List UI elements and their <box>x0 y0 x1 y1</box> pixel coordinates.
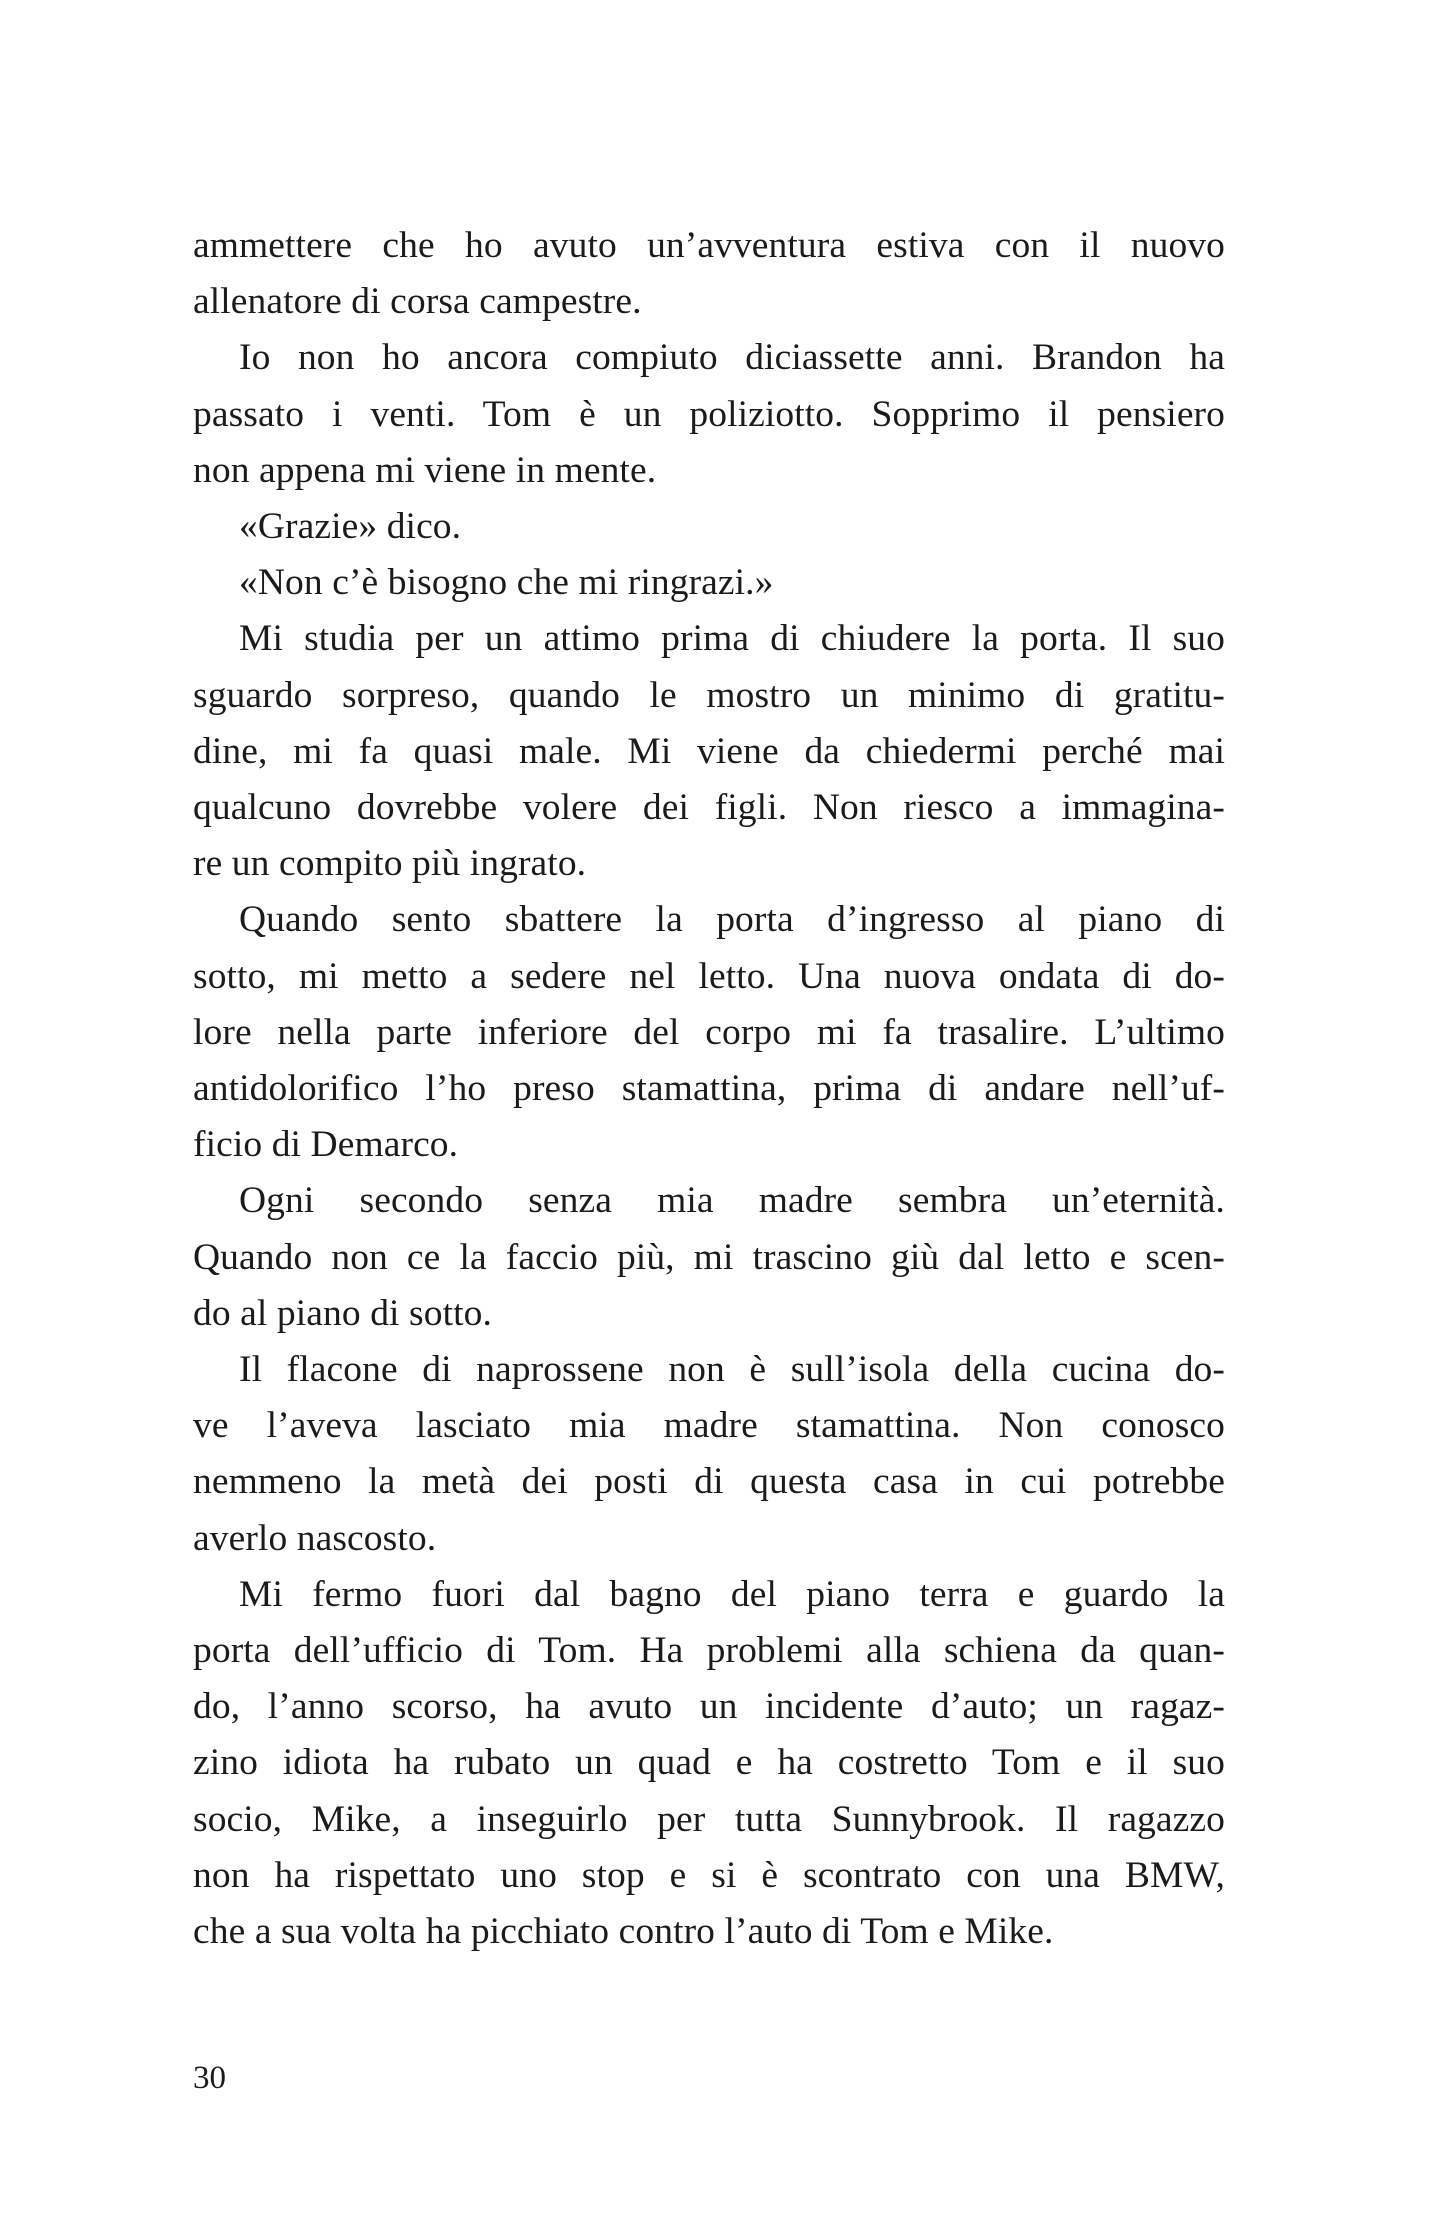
text-line: Mi studia per un attimo prima di chiudere la porta. Il suo <box>239 618 1225 660</box>
paragraph <box>193 1173 1225 1342</box>
text-line: do, l’anno scorso, ha avuto un incidente d’auto; un ragaz- <box>193 1686 1225 1728</box>
text-line: lore nella parte inferiore del corpo mi fa trasalire. L’ultimo <box>193 1011 1225 1053</box>
page-number: 30 <box>193 2060 226 2096</box>
text-line: nemmeno la metà dei posti di questa casa in cui potrebbe <box>193 1461 1225 1503</box>
paragraph <box>193 555 1225 611</box>
text-line: averlo nascosto. <box>193 1517 437 1559</box>
page-text <box>193 218 1225 1960</box>
text-line: porta dell’ufficio di Tom. Ha problemi alla schiena da quan- <box>193 1630 1225 1672</box>
text-line: Io non ho ancora compiuto diciassette anni. Brandon ha <box>239 337 1225 379</box>
text-line: non ha rispettato uno stop e si è scontrato con una BMW, <box>193 1854 1225 1896</box>
paragraph <box>193 892 1225 1173</box>
paragraph <box>193 611 1225 892</box>
paragraph <box>193 499 1225 555</box>
paragraph <box>193 1567 1225 1960</box>
text-line: sguardo sorpreso, quando le mostro un minimo di gratitu- <box>193 674 1225 716</box>
text-line: Ogni secondo senza mia madre sembra un’eternità. <box>239 1180 1225 1222</box>
text-line: qualcuno dovrebbe volere dei figli. Non riesco a immagina- <box>193 787 1225 829</box>
text-line: Quando non ce la faccio più, mi trascino giù dal letto e scen- <box>193 1236 1225 1278</box>
text-line: Il flacone di naprossene non è sull’isola della cucina do- <box>239 1349 1225 1391</box>
text-line: che a sua volta ha picchiato contro l’auto di Tom e Mike. <box>193 1911 1054 1953</box>
text-line: antidolorifico l’ho preso stamattina, prima di andare nell’uf- <box>193 1068 1225 1110</box>
text-line: «Grazie» dico. <box>239 506 462 548</box>
text-line: ve l’aveva lasciato mia madre stamattina. Non conosco <box>193 1405 1225 1447</box>
text-line: allenatore di corsa campestre. <box>193 281 642 323</box>
text-line: ammettere che ho avuto un’avventura estiva con il nuovo <box>193 225 1225 266</box>
text-line: non appena mi viene in mente. <box>193 449 657 491</box>
text-line: passato i venti. Tom è un poliziotto. Sopprimo il pensiero <box>193 393 1225 435</box>
text-line: sotto, mi metto a sedere nel letto. Una nuova ondata di do- <box>193 955 1225 997</box>
text-line: ficio di Demarco. <box>193 1124 459 1166</box>
text-line: «Non c’è bisogno che mi ringrazi.» <box>239 562 774 604</box>
paragraph <box>193 1342 1225 1567</box>
text-line: re un compito più ingrato. <box>193 843 587 885</box>
paragraph <box>193 218 1225 330</box>
text-line: Mi fermo fuori dal bagno del piano terra e guardo la <box>239 1573 1225 1615</box>
text-line: do al piano di sotto. <box>193 1292 492 1334</box>
paragraph <box>193 330 1225 499</box>
text-line: socio, Mike, a inseguirlo per tutta Sunnybrook. Il ragazzo <box>193 1798 1225 1840</box>
text-line: zino idiota ha rubato un quad e ha costretto Tom e il suo <box>193 1742 1225 1784</box>
text-line: Quando sento sbattere la porta d’ingresso al piano di <box>239 899 1225 941</box>
text-line: dine, mi fa quasi male. Mi viene da chiedermi perché mai <box>193 730 1225 772</box>
